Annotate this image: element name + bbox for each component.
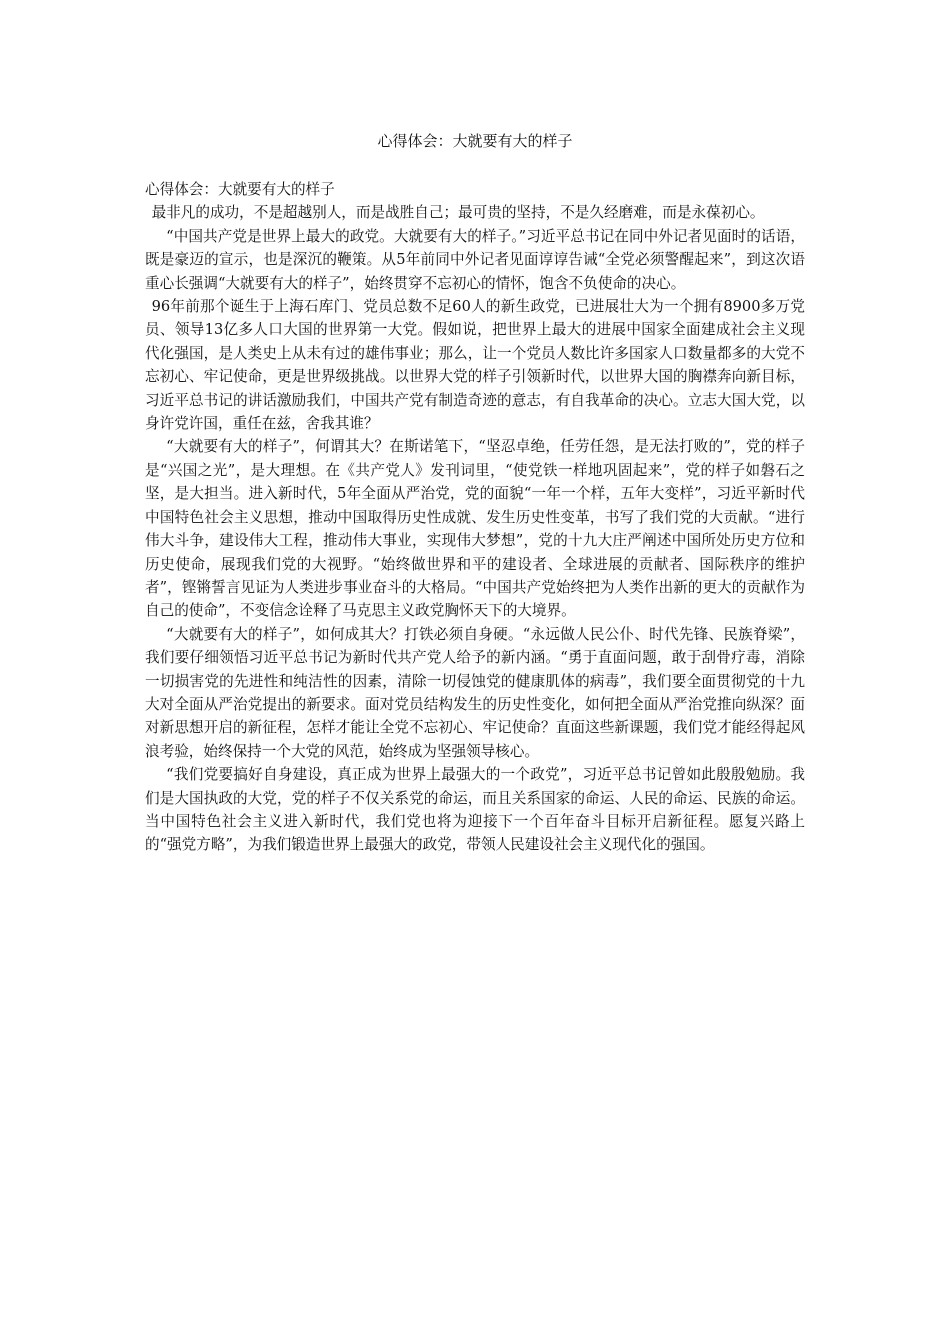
document-body [145,178,805,857]
paragraph-6: “我们党要搞好自身建设，真正成为世界上最强大的一个政党”，习近平总书记曾如此殷殷勉励。我们是大国执政的大党，党的样子不仅关系党的命运，而且关系国家的命运、人民的命运、民族的命运。当中国特色社会主义进入新时代，我们党也将为迎接下一个百年奋斗目标开启新征程。愿复兴路上的“强党方略”，为我们锻造世界上最强大的政党，带领人民建设社会主义现代化的强国。 [145,766,805,854]
paragraph-4: “大就要有大的样子”，何谓其大？在斯诺笔下，“坚忍卓绝，任劳任怨，是无法打败的”，党的样子是“兴国之光”，是大理想。在《共产党人》发刊词里，“使党铁一样地巩固起来”，党的样子如磐石之坚，是大担当。进入新时代，5年全面从严治党，党的面貌“一年一个样，五年大变样”，习近平新时代中国特色社会主义思想，推动中国取得历史性成就、发生历史性变革，书写了我们党的大贡献。“进行伟大斗争，建设伟大工程，推动伟大事业，实现伟大梦想”，党的十九大庄严阐述中国所处历史方位和历史使命，展现我们党的大视野。“始终做世界和平的建设者、全球进展的贡献者、国际秩序的维护者”，铿锵誓言见证为人类进步事业奋斗的大格局。“中国共产党始终把为人类作出新的更大的贡献作为自己的使命”，不变信念诠释了马克思主义政党胸怀天下的大境界。 [145,438,805,620]
paragraph-1: 最非凡的成功，不是超越别人，而是战胜自己；最可贵的坚持，不是久经磨难，而是永葆初心。 [151,204,765,222]
paragraph-3: 96年前那个诞生于上海石库门、党员总数不足60人的新生政党，已进展壮大为一个拥有8900多万党员、领导13亿多人口大国的世界第一大党。假如说，把世界上最大的进展中国家全面建成社会主义现代化强国，是人类史上从未有过的雄伟事业；那么，让一个党员人数比许多国家人口数量都多的大党不忘初心、牢记使命，更是世界级挑战。以世界大党的样子引领新时代，以世界大国的胸襟奔向新目标，习近平总书记的讲话激励我们，中国共产党有制造奇迹的意志，有自我革命的决心。立志大国大党，以身许党许国，重任在兹，舍我其谁？ [145,298,805,433]
document-title: 心得体会：大就要有大的样子 [377,132,573,150]
paragraph-5: “大就要有大的样子”，如何成其大？打铁必须自身硬。“永远做人民公仆、时代先锋、民族脊梁”，我们要仔细领悟习近平总书记为新时代共产党人给予的新内涵。“勇于直面问题，敢于刮骨疗毒，消除一切损害党的先进性和纯洁性的因素，清除一切侵蚀党的健康肌体的病毒”，我们要全面贯彻党的十九大对全面从严治党提出的新要求。面对党员结构发生的历史性变化，如何把全面从严治党推向纵深？面对新思想开启的新征程，怎样才能让全党不忘初心、牢记使命？直面这些新课题，我们党才能经得起风浪考验，始终保持一个大党的风范，始终成为坚强领导核心。 [145,625,805,760]
document-subtitle: 心得体会：大就要有大的样子 [145,181,335,198]
paragraph-2: “中国共产党是世界上最大的政党。大就要有大的样子。”习近平总书记在同中外记者见面时的话语，既是豪迈的宣示，也是深沉的鞭策。从5年前同中外记者见面谆谆告诫“全党必须警醒起来”，到这次语重心长强调“大就要有大的样子”，始终贯穿不忘初心的情怀，饱含不负使命的决心。 [145,227,805,292]
